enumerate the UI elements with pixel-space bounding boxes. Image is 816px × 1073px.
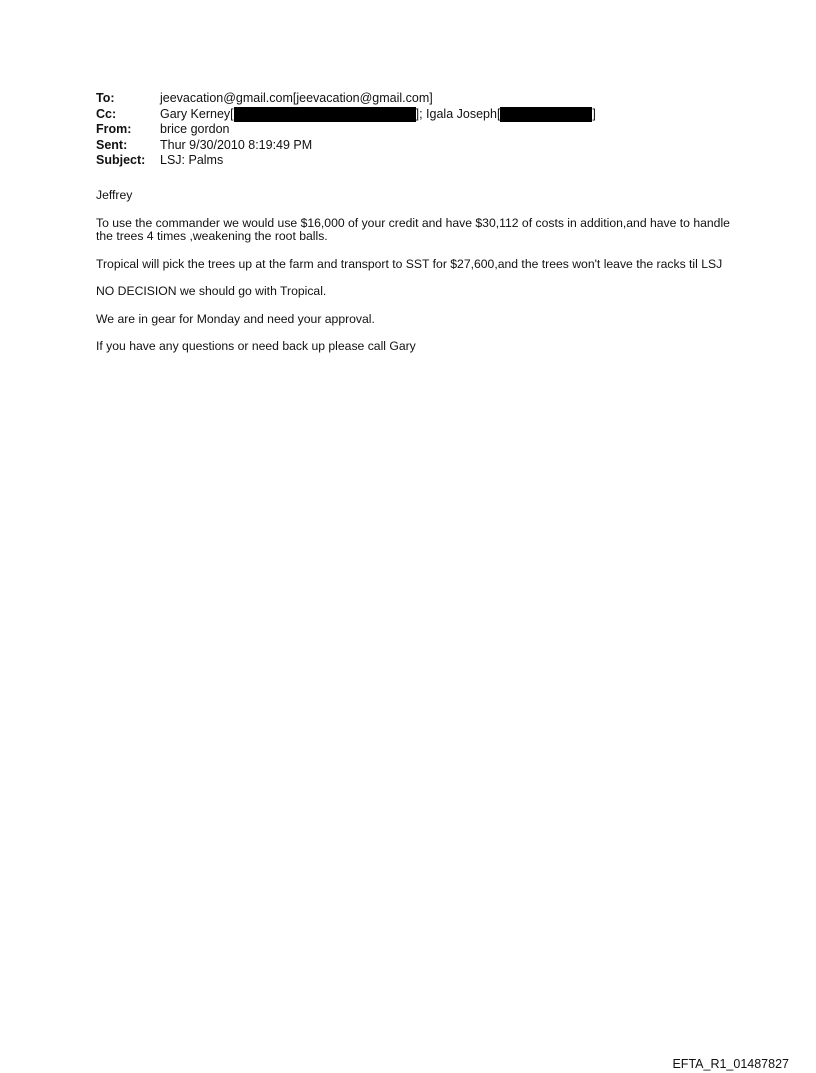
- to-label: To:: [96, 91, 115, 105]
- subject-value: LSJ: Palms: [160, 153, 224, 167]
- cc-label: Cc:: [96, 106, 117, 121]
- body-paragraph: Tropical will pick the trees up at the farm and transport to SST for $27,600,and the trees won't leave the racks til LSJ: [96, 256, 723, 271]
- from-value: brice gordon: [160, 122, 230, 136]
- cc-separator: ]; Igala Joseph[: [415, 106, 501, 121]
- subject-label: Subject:: [96, 153, 146, 167]
- sent-label: Sent:: [96, 137, 128, 152]
- redaction-block: [500, 107, 592, 122]
- from-label: From:: [96, 122, 132, 136]
- body-paragraph: If you have any questions or need back up please call Gary: [96, 339, 416, 353]
- to-value: jeevacation@gmail.com[jeevacation@gmail.com]: [160, 91, 433, 105]
- subject-row: [96, 153, 596, 169]
- from-row: [96, 122, 596, 138]
- body-paragraph: We are in gear for Monday and need your approval.: [96, 311, 375, 326]
- greeting: Jeffrey: [96, 188, 133, 202]
- email-header: [96, 91, 596, 169]
- document-id: EFTA_R1_01487827: [672, 1057, 789, 1071]
- cc-row: [96, 107, 596, 123]
- cc-value: [160, 107, 596, 123]
- body-paragraph: To use the commander we would use $16,000 of your credit and have $30,112 of costs in addition,and have to handle the trees 4 times ,weakening the root balls.: [96, 215, 730, 243]
- cc-end: ]: [592, 106, 596, 121]
- sent-value: Thur 9/30/2010 8:19:49 PM: [160, 137, 313, 152]
- email-body: [96, 189, 736, 368]
- body-paragraph: NO DECISION we should go with Tropical.: [96, 284, 327, 298]
- sent-row: [96, 138, 596, 154]
- to-row: [96, 91, 596, 107]
- cc-name-1: Gary Kerney[: [160, 106, 234, 121]
- redaction-block: [234, 107, 416, 122]
